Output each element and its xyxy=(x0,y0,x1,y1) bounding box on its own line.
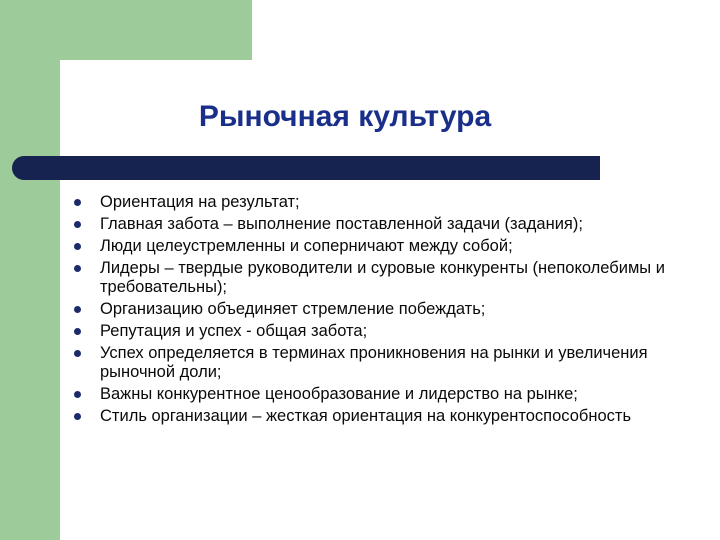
list-item xyxy=(74,259,674,297)
list-item xyxy=(74,344,674,382)
list-item-text: Важны конкурентное ценообразование и лидерство на рынке; xyxy=(100,385,578,403)
bullet-icon xyxy=(74,350,81,357)
list-item xyxy=(74,322,674,341)
title-underline-bar xyxy=(12,156,600,180)
list-item-text: Репутация и успех - общая забота; xyxy=(100,322,368,340)
slide-title: Рыночная культура xyxy=(198,100,492,133)
list-item xyxy=(74,385,674,404)
list-item xyxy=(74,300,674,319)
bullet-icon xyxy=(74,265,81,272)
list-item-text: Стиль организации – жесткая ориентация на конкурентоспособность xyxy=(100,407,632,425)
list-item xyxy=(74,407,674,426)
list-item-text: Организацию объединяет стремление побеждать; xyxy=(100,300,486,318)
bullet-icon xyxy=(74,413,81,420)
bullet-icon xyxy=(74,199,81,206)
bullet-list xyxy=(74,193,674,429)
decor-frame-top xyxy=(0,0,252,60)
decor-frame-left xyxy=(0,60,60,540)
list-item-text: Лидеры – твердые руководители и суровые конкуренты (непоколебимы и требовательны); xyxy=(100,259,665,296)
bullet-icon xyxy=(74,243,81,250)
bullet-icon xyxy=(74,328,81,335)
list-item xyxy=(74,193,674,212)
list-item-text: Главная забота – выполнение поставленной задачи (задания); xyxy=(100,215,583,233)
bullet-icon xyxy=(74,221,81,228)
list-item xyxy=(74,215,674,234)
bullet-icon xyxy=(74,306,81,313)
list-item-text: Успех определяется в терминах проникновения на рынки и увеличения рыночной доли; xyxy=(100,344,648,381)
bullet-icon xyxy=(74,391,81,398)
list-item-text: Ориентация на результат; xyxy=(100,193,300,211)
list-item-text: Люди целеустремленны и соперничают между собой; xyxy=(100,237,513,255)
list-item xyxy=(74,237,674,256)
